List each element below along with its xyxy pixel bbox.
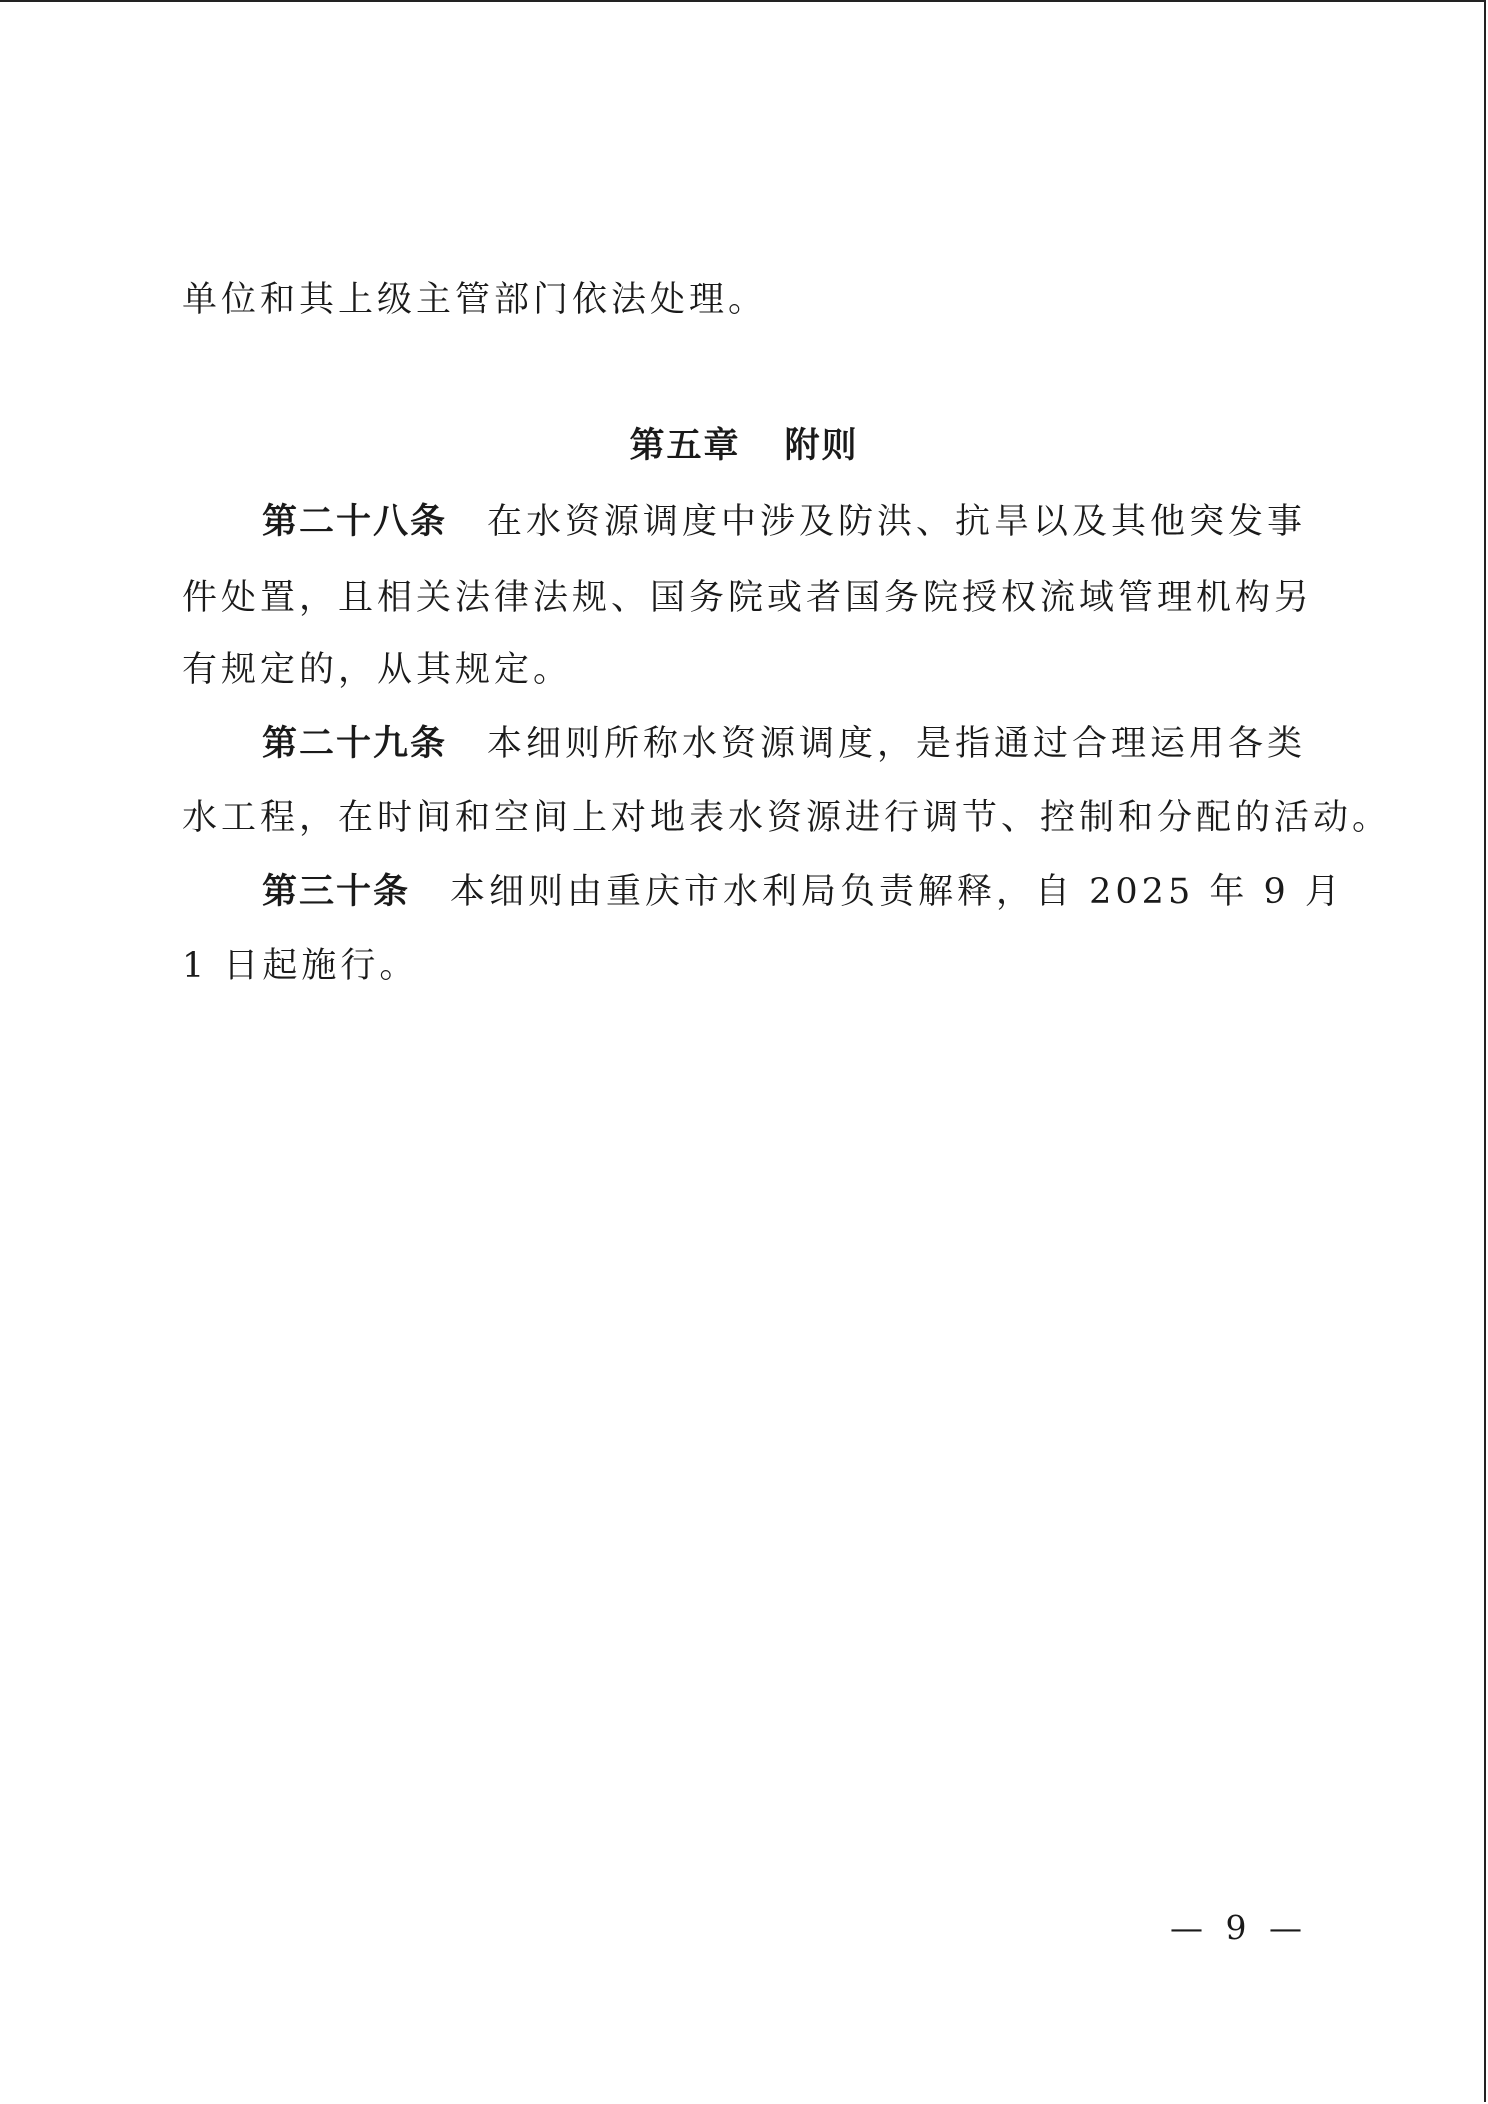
article-28-line-2: 件处置，且相关法律法规、国务院或者国务院授权流域管理机构另 bbox=[182, 578, 1314, 618]
chapter-title: 附则 bbox=[784, 426, 859, 466]
article-title: 第二十八条 bbox=[262, 502, 448, 542]
article-29-line-1 bbox=[262, 716, 1386, 766]
article-28-line-1 bbox=[262, 494, 1386, 544]
article-title: 第三十条 bbox=[262, 872, 411, 912]
article-29-line-2: 水工程，在时间和空间上对地表水资源进行调节、控制和分配的活动。 bbox=[182, 798, 1392, 838]
article-30-line-1 bbox=[262, 864, 1386, 914]
article-text: 本细则由重庆市水利局负责解释，自 2025 年 9 月 bbox=[450, 872, 1344, 912]
article-text: 本细则所称水资源调度，是指通过合理运用各类 bbox=[487, 724, 1307, 764]
article-30-line-2: 1 日起施行。 bbox=[182, 946, 419, 986]
chapter-number: 第五章 bbox=[629, 426, 741, 466]
article-title: 第二十九条 bbox=[262, 724, 448, 764]
continuation-text: 单位和其上级主管部门依法处理。 bbox=[182, 280, 768, 320]
page-number: — 9 — bbox=[1170, 1908, 1308, 1947]
chapter-heading bbox=[0, 418, 1488, 468]
article-28-line-3: 有规定的，从其规定。 bbox=[182, 650, 573, 690]
article-text: 在水资源调度中涉及防洪、抗旱以及其他突发事 bbox=[487, 502, 1307, 542]
